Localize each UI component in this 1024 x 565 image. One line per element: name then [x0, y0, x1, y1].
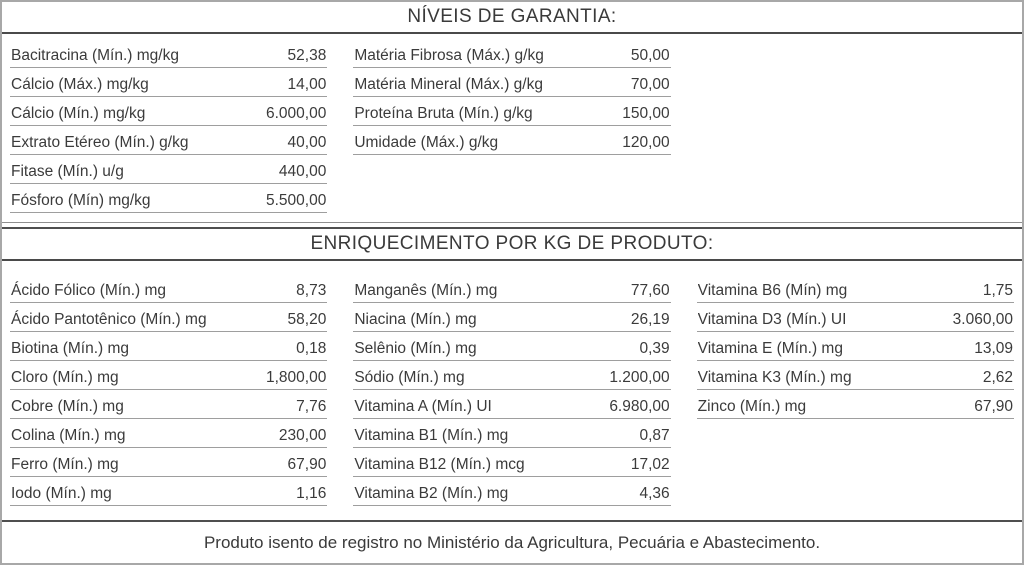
table-row: [10, 68, 327, 97]
table-row: [10, 361, 327, 390]
table-row: [10, 477, 327, 506]
table-row: [353, 448, 670, 477]
table-row: [353, 332, 670, 361]
row-value: 1,16: [296, 485, 327, 502]
table-row: [353, 390, 670, 419]
row-value: 67,90: [287, 456, 327, 473]
guarantee-levels-title: NÍVEIS DE GARANTIA:: [2, 2, 1022, 34]
row-label: Manganês (Mín.) mg: [354, 282, 498, 299]
table-row: [10, 39, 327, 68]
row-value: 67,90: [974, 398, 1013, 415]
row-value: 7,76: [296, 398, 327, 415]
row-label: Ácido Pantotênico (Mín.) mg: [11, 311, 207, 328]
row-label: Sódio (Mín.) mg: [354, 369, 465, 386]
row-value: 13,09: [974, 340, 1013, 357]
registration-exemption-note: Produto isento de registro no Ministério da Agricultura, Pecuária e Abastecimento.: [2, 520, 1022, 563]
row-value: 58,20: [287, 311, 327, 328]
row-value: 26,19: [630, 311, 670, 328]
row-value: 8,73: [296, 282, 327, 299]
row-label: Fitase (Mín.) u/g: [11, 163, 124, 180]
row-value: 77,60: [630, 282, 670, 299]
row-label: Umidade (Máx.) g/kg: [354, 134, 499, 151]
enrichment-columns: [2, 261, 1022, 506]
row-value: 14,00: [287, 76, 327, 93]
row-label: Cloro (Mín.) mg: [11, 369, 119, 386]
row-label: Ferro (Mín.) mg: [11, 456, 119, 473]
row-value: 1,75: [982, 282, 1013, 299]
table-row: [697, 303, 1014, 332]
row-value: 1,800,00: [265, 369, 327, 386]
row-label: Cálcio (Máx.) mg/kg: [11, 76, 149, 93]
row-value: 50,00: [630, 47, 670, 64]
enrichment-column-2: [353, 274, 670, 506]
table-row: [353, 39, 670, 68]
table-row: [697, 361, 1014, 390]
enrichment-column-3: [697, 274, 1014, 419]
row-value: 1.200,00: [609, 369, 670, 386]
table-row: [353, 97, 670, 126]
row-value: 70,00: [630, 76, 670, 93]
row-label: Matéria Fibrosa (Máx.) g/kg: [354, 47, 544, 64]
table-row: [353, 361, 670, 390]
table-row: [10, 419, 327, 448]
guarantee-column-1: [10, 39, 327, 213]
table-row: [353, 274, 670, 303]
row-value: 0,39: [639, 340, 670, 357]
table-row: [353, 126, 670, 155]
table-row: [353, 419, 670, 448]
guarantee-levels-section: [2, 2, 1022, 223]
row-label: Vitamina B12 (Mín.) mcg: [354, 456, 525, 473]
row-label: Matéria Mineral (Máx.) g/kg: [354, 76, 543, 93]
table-row: [353, 303, 670, 332]
enrichment-section: [2, 227, 1022, 520]
table-row: [10, 303, 327, 332]
row-label: Vitamina B1 (Mín.) mg: [354, 427, 509, 444]
guarantee-column-2: [353, 39, 670, 155]
row-value: 6.000,00: [265, 105, 327, 122]
table-row: [10, 97, 327, 126]
row-value: 150,00: [622, 105, 670, 122]
row-value: 0,18: [296, 340, 327, 357]
row-value: 120,00: [622, 134, 670, 151]
guarantee-levels-columns: [2, 34, 1022, 213]
row-value: 2,62: [982, 369, 1013, 386]
row-label: Proteína Bruta (Mín.) g/kg: [354, 105, 533, 122]
row-label: Vitamina E (Mín.) mg: [697, 340, 843, 357]
table-row: [10, 155, 327, 184]
row-value: 17,02: [630, 456, 670, 473]
row-value: 3.060,00: [952, 311, 1013, 328]
row-value: 4,36: [639, 485, 670, 502]
row-value: 40,00: [287, 134, 327, 151]
row-label: Ácido Fólico (Mín.) mg: [11, 282, 167, 299]
row-label: Selênio (Mín.) mg: [354, 340, 477, 357]
row-label: Cálcio (Mín.) mg/kg: [11, 105, 146, 122]
table-row: [10, 448, 327, 477]
enrichment-title: ENRIQUECIMENTO POR KG DE PRODUTO:: [2, 229, 1022, 261]
row-value: 5.500,00: [265, 192, 327, 209]
enrichment-column-1: [10, 274, 327, 506]
row-label: Bacitracina (Mín.) mg/kg: [11, 47, 179, 64]
row-label: Vitamina B2 (Mín.) mg: [354, 485, 509, 502]
row-value: 0,87: [639, 427, 670, 444]
table-row: [10, 332, 327, 361]
row-label: Fósforo (Mín) mg/kg: [11, 192, 151, 209]
row-label: Vitamina K3 (Mín.) mg: [697, 369, 852, 386]
row-value: 52,38: [287, 47, 327, 64]
table-row: [10, 274, 327, 303]
table-row: [353, 68, 670, 97]
table-row: [697, 274, 1014, 303]
row-value: 6.980,00: [609, 398, 670, 415]
row-label: Iodo (Mín.) mg: [11, 485, 112, 502]
row-value: 230,00: [278, 427, 327, 444]
row-label: Biotina (Mín.) mg: [11, 340, 130, 357]
row-label: Zinco (Mín.) mg: [697, 398, 807, 415]
table-row: [353, 477, 670, 506]
row-label: Vitamina A (Mín.) UI: [354, 398, 492, 415]
table-row: [10, 126, 327, 155]
row-value: 440,00: [278, 163, 327, 180]
row-label: Niacina (Mín.) mg: [354, 311, 477, 328]
row-label: Colina (Mín.) mg: [11, 427, 126, 444]
row-label: Cobre (Mín.) mg: [11, 398, 124, 415]
row-label: Vitamina D3 (Mín.) UI: [697, 311, 847, 328]
table-row: [10, 184, 327, 213]
row-label: Extrato Etéreo (Mín.) g/kg: [11, 134, 189, 151]
table-row: [697, 390, 1014, 419]
row-label: Vitamina B6 (Mín) mg: [697, 282, 848, 299]
table-row: [10, 390, 327, 419]
table-row: [697, 332, 1014, 361]
